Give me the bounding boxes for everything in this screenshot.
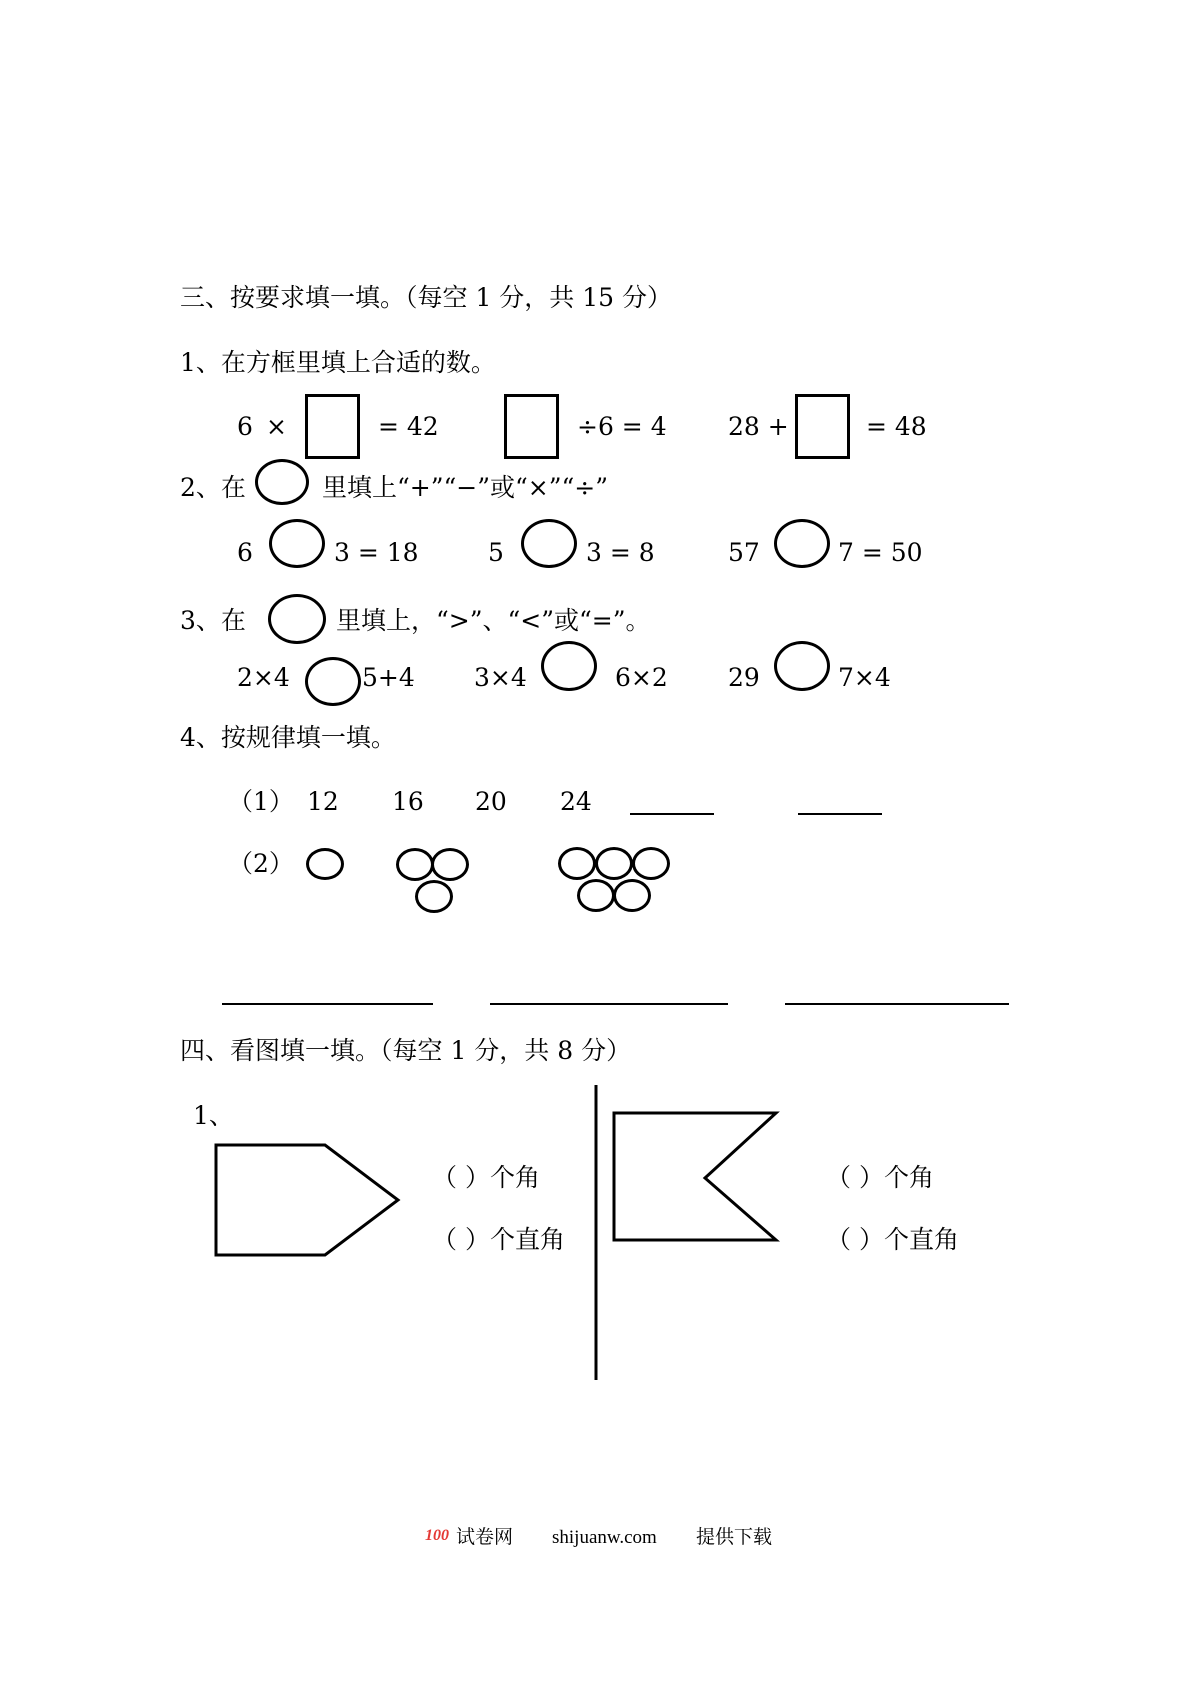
shape1-right-angles-answer: （ ）个直角 [432,1225,565,1254]
q4-row1-number: 20 [475,787,507,816]
q3-cmp3-right: 7×4 [838,663,891,692]
shape1-angles-answer: （ ）个角 [432,1163,540,1192]
shape2-angles-answer: （ ）个角 [826,1163,934,1192]
q4-row1-number: 12 [307,787,339,816]
q2-prompt-end: 里填上“+”“−”或“×”“÷” [322,473,609,502]
q4-prompt: 4、按规律填一填。 [180,723,396,752]
q2-eq2-right: 3 = 8 [586,538,655,567]
q1-eq1-operand: 6 [237,412,253,441]
q1-eq2-rest: ÷6 = 4 [577,412,667,441]
q3-cmp1-right: 5+4 [362,663,415,692]
q1-eq1-result: = 42 [378,412,439,441]
logo-number: 100 [425,1527,449,1544]
flag-shape [614,1113,776,1240]
footer-logo [425,1524,449,1548]
section4-q1-label: 1、 [193,1101,234,1130]
section4-title: 四、看图填一填。（每空 1 分，共 8 分） [180,1036,632,1065]
q2-eq3-right: 7 = 50 [838,538,923,567]
pentagon-shape [216,1145,398,1255]
q1-eq3-operand: 28 + [728,412,789,441]
q2-prompt-start: 2、在 [180,473,246,502]
q2-eq1-right: 3 = 18 [334,538,419,567]
q2-eq2-left: 5 [488,538,504,567]
q3-cmp1-left: 2×4 [237,663,290,692]
q4-row1-number: 24 [560,787,592,816]
footer-logo-text: 试卷网 [456,1527,514,1548]
shape2-right-angles-answer: （ ）个直角 [826,1225,959,1254]
q1-prompt: 1、在方框里填上合适的数。 [180,348,496,377]
q1-eq1-operator: × [266,412,287,441]
q3-prompt-end: 里填上，“>”、“<”或“=”。 [336,606,651,635]
q4-row2-label: （2） [228,849,294,878]
footer-suffix: 提供下载 [696,1527,773,1548]
footer-site-link[interactable]: shijuanw.com [552,1527,657,1548]
q3-cmp2-right: 6×2 [615,663,668,692]
q2-eq1-left: 6 [237,538,253,567]
section3-title: 三、按要求填一填。（每空 1 分，共 15 分） [180,283,673,312]
q4-row1-label: （1） [228,787,294,816]
q2-eq3-left: 57 [728,538,760,567]
q3-cmp2-left: 3×4 [474,663,527,692]
q1-eq3-result: = 48 [866,412,927,441]
q3-cmp3-left: 29 [728,663,760,692]
q4-row1-number: 16 [392,787,424,816]
q3-prompt-start: 3、在 [180,606,246,635]
